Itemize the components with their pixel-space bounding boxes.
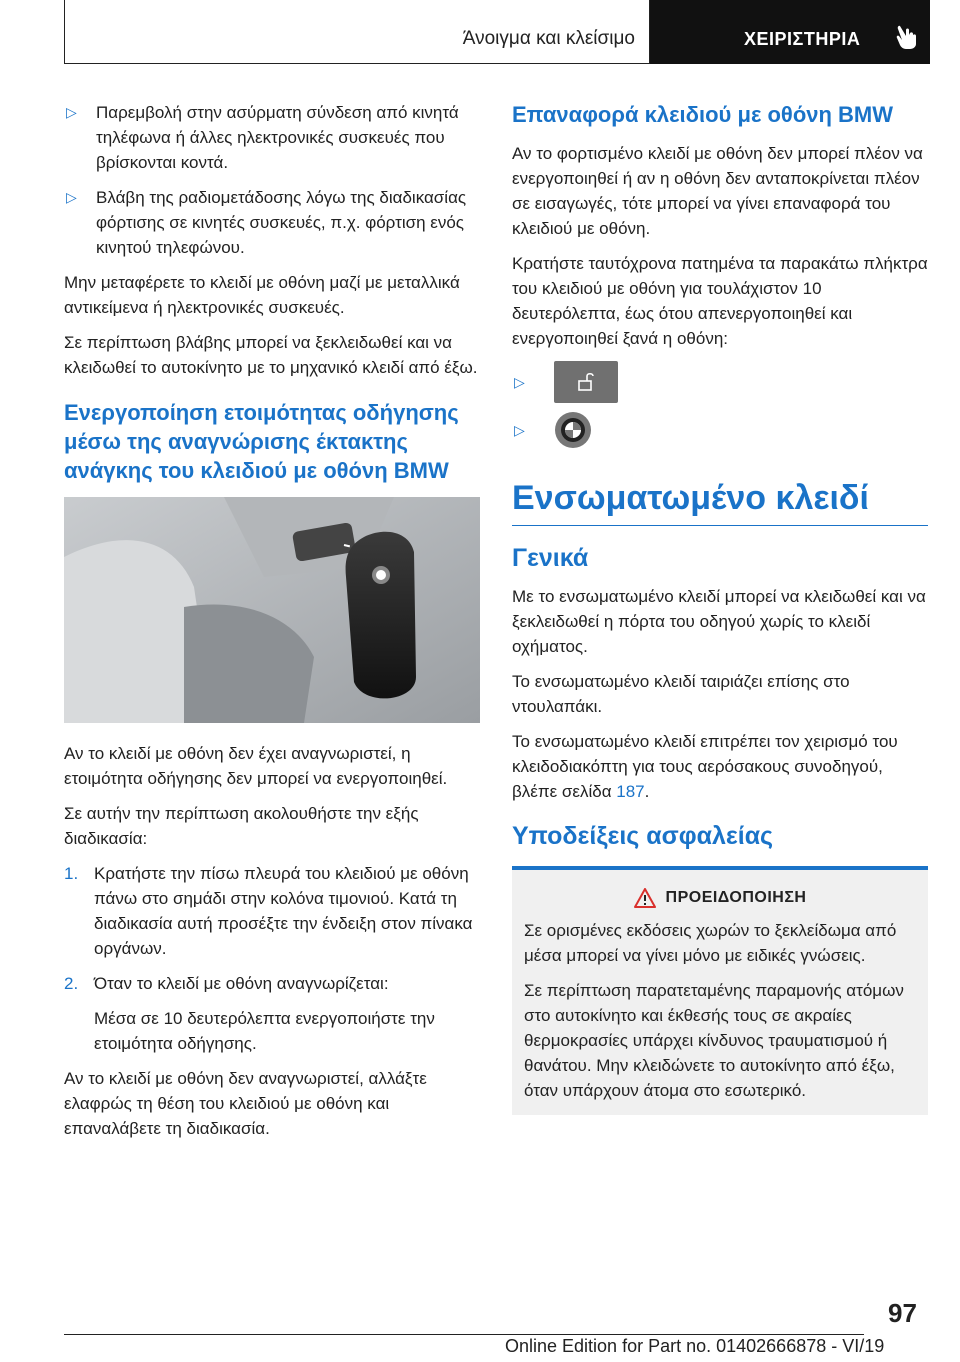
unlock-button-icon (554, 361, 618, 403)
warning-triangle-icon (634, 888, 656, 908)
paragraph: Σε ορισμένες εκδόσεις χωρών το ξεκλείδωμα από μέσα μπορεί να γίνει μόνο με ειδικές γνώσεις. (524, 921, 897, 965)
key-steering-column-photo (64, 497, 480, 723)
paragraph: Σε περίπτωση παρατεταμένης παραμονής ατόμων στο αυτοκίνητο και έκθεσής τους σε ακραίες θερμοκρασίες υπάρχει κίνδυνος τραυματισμού ή θανάτου. Μην κλειδώνετε το αυτοκίνητο από έξω, όταν υπάρχουν άτομα στο εσωτερικό. (524, 981, 904, 1100)
chapter-heading-wrap (512, 477, 928, 526)
list-item: ▷ Βλάβη της ραδιομετάδοσης λόγω της διαδικασίας φόρτισης σε κινητές συσκευές, π.χ. φόρτιση ενός κινητού τηλεφώνου. (64, 185, 480, 260)
paragraph: Σε περίπτωση βλάβης μπορεί να ξεκλειδωθεί και να κλειδωθεί το αυτοκίνητο με το μηχανικό κλειδί από έξω. (64, 333, 478, 377)
header-section-box (64, 0, 650, 64)
paragraph: Αν το κλειδί με οθόνη δεν έχει αναγνωριστεί, η ετοιμότητα οδήγησης δεν μπορεί να ενεργοποιηθεί. (64, 744, 448, 788)
triangle-bullet-icon: ▷ (514, 373, 525, 390)
list-item (512, 411, 928, 449)
triangle-bullet-icon: ▷ (66, 104, 77, 120)
paragraph: Αν το κλειδί με οθόνη δεν αναγνωριστεί, αλλάξτε ελαφρώς τη θέση του κλειδιού με οθόνη και επαναλάβετε τη διαδικασία. (64, 1069, 427, 1138)
page-number: 97 (888, 1298, 917, 1328)
section-title: Άνοιγμα και κλείσιμο (462, 28, 635, 49)
paragraph: Το ενσωματωμένο κλειδί επιτρέπει τον χειρισμό του κλειδοδιακόπτη για τους αερόσακους συνοδηγού, βλέπε σελίδα 187. (512, 732, 898, 801)
section-heading: Υποδείξεις ασφαλείας (512, 822, 774, 850)
chapter-tab[interactable] (650, 0, 930, 64)
triangle-bullet-icon: ▷ (514, 421, 525, 438)
paragraph: Σε αυτήν την περίπτωση ακολουθήστε την εξής διαδικασία: (64, 804, 419, 848)
list-item: ▷ Παρεμβολή στην ασύρματη σύνδεση από κινητά τηλέφωνα ή άλλες ηλεκτρονικές συσκευές που βρίσκονται κοντά. (64, 100, 480, 175)
warning-title: ΠΡΟΕΙΔΟΠΟΙΗΣΗ (665, 889, 807, 906)
footer-edition: Online Edition for Part no. 01402666878 - VI/19 (505, 1336, 885, 1356)
chapter-heading: Ενσωματωμένο κλειδί (512, 479, 869, 517)
paragraph: Με το ενσωματωμένο κλειδί μπορεί να κλειδωθεί και να ξεκλειδωθεί η πόρτα του οδηγού χωρίς το κλειδί οχήματος. (512, 587, 926, 656)
warning-header (524, 888, 916, 908)
paragraph: Το ενσωματωμένο κλειδί ταιριάζει επίσης στο ντουλαπάκι. (512, 672, 850, 716)
paragraph: Κρατήστε ταυτόχρονα πατημένα τα παρακάτω πλήκτρα του κλειδιού με οθόνη για τουλάχιστον 10 δευτερόλεπτα, έως ότου απενεργοποιηθεί και ενεργοποιηθεί ξανά η οθόνη: (512, 254, 928, 348)
paragraph: Αν το φορτισμένο κλειδί με οθόνη δεν μπορεί πλέον να ενεργοποιηθεί ή αν η οθόνη δεν ανταποκρίνεται πλέον σε εισαγωγές, τότε μπορεί να γίνει επαναφορά του κλειδιού με οθόνη. (512, 144, 923, 238)
section-heading: Ενεργοποίηση ετοιμότητας οδήγησης μέσω της αναγνώρισης έκτακτης ανάγκης του κλειδιού με οθόνη BMW (64, 400, 459, 483)
paragraph: Μην μεταφέρετε το κλειδί με οθόνη μαζί με μεταλλικά αντικείμενα ή ηλεκτρονικές συσκευές. (64, 273, 460, 317)
triangle-bullet-icon: ▷ (66, 189, 77, 205)
page-link[interactable]: 187 (616, 782, 645, 801)
left-column (64, 100, 480, 1151)
paragraph: Μέσα σε 10 δευτερόλεπτα ενεργοποιήστε την ετοιμότητα οδήγησης. (94, 1009, 435, 1053)
warning-box (512, 866, 928, 1115)
right-column (512, 100, 928, 1115)
section-heading: Επαναφορά κλειδιού με οθόνη BMW (512, 102, 894, 127)
list-item: 2. Όταν το κλειδί με οθόνη αναγνωρίζεται: (64, 974, 389, 993)
bmw-logo-button-icon (554, 411, 592, 449)
list-item: 1. Κρατήστε την πίσω πλευρά του κλειδιού με οθόνη πάνω στο σημάδι στην κολόνα τιμονιού. Κατά τη διαδικασία αυτή προσέξτε την ένδειξη στον πίνακα οργάνων. (64, 864, 473, 958)
pointing-hand-icon (896, 24, 920, 50)
chapter-tab-label: ΧΕΙΡΙΣΤΗΡΙΑ (744, 29, 861, 49)
footer-divider (64, 1334, 864, 1335)
section-heading: Γενικά (512, 544, 589, 572)
list-item (512, 361, 928, 403)
